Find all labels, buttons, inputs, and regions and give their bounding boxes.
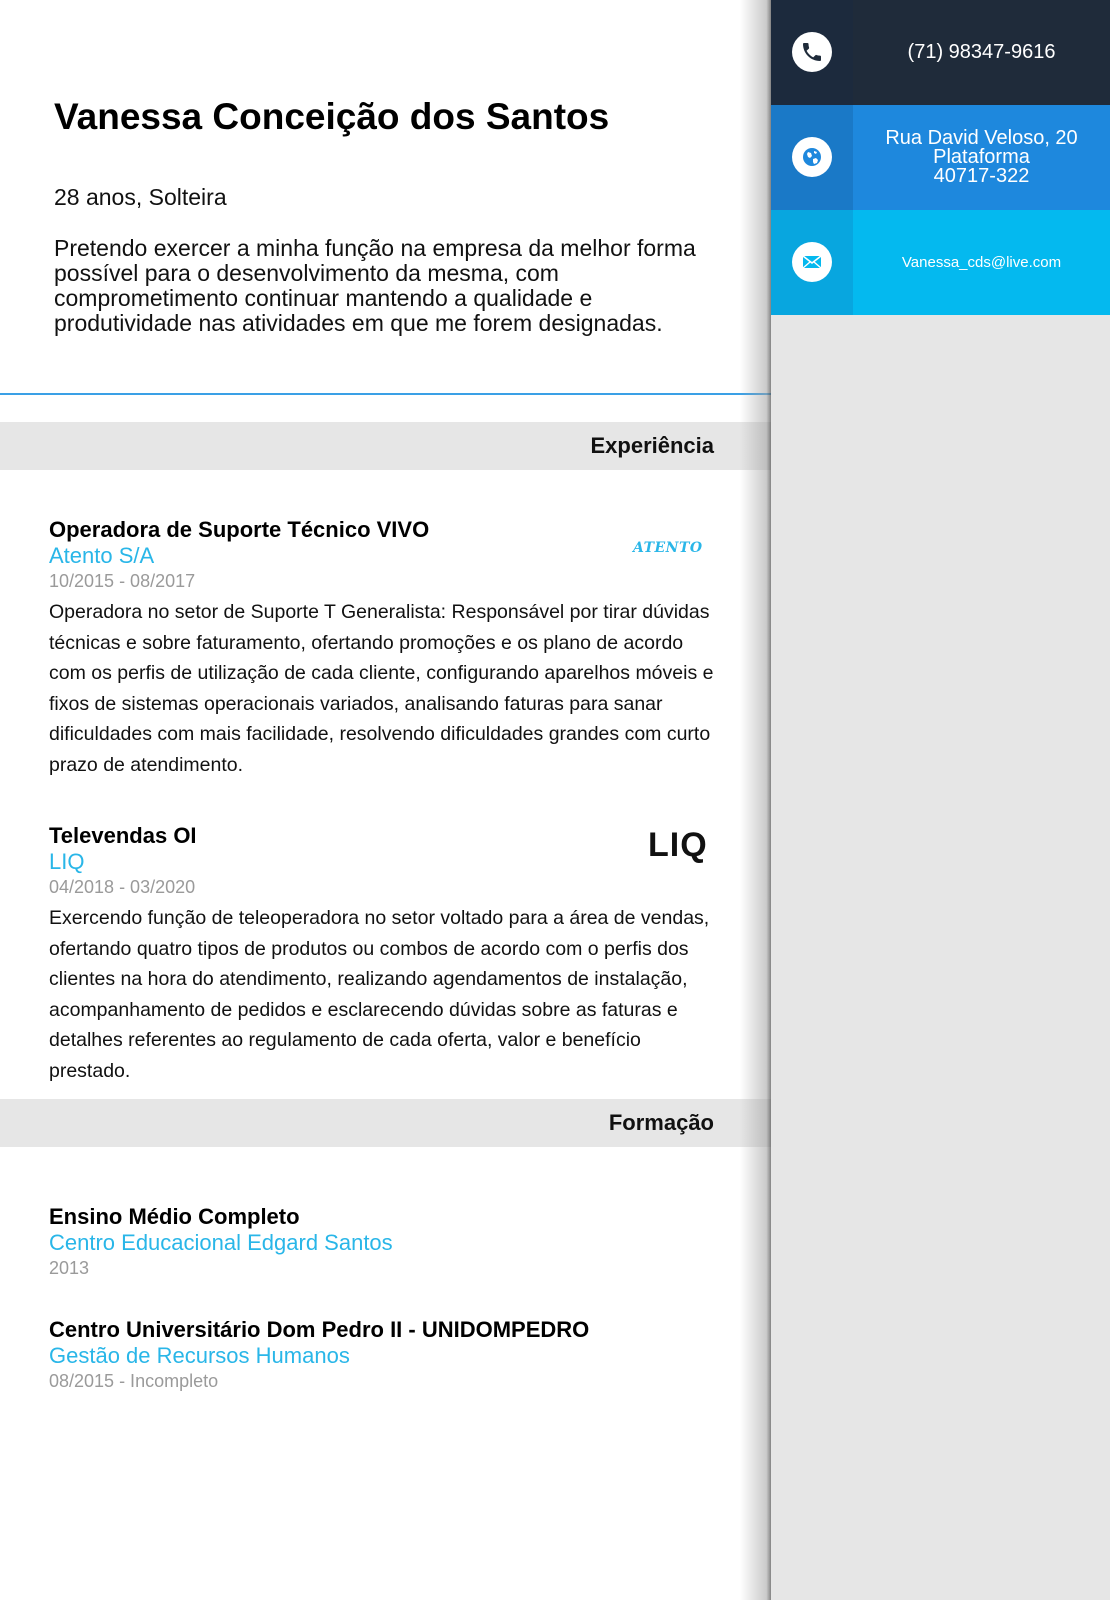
institution-name: Centro Educacional Edgard Santos: [49, 1230, 393, 1255]
institution-name: Gestão de Recursos Humanos: [49, 1343, 350, 1368]
address-district: Plataforma: [933, 146, 1030, 168]
job-description: Exercendo função de teleoperadora no setor voltado para a área de vendas, ofertando quatro tipos de produtos ou combos de acordo com o perfis dos clientes na hora do atendimento, realizando agendamentos de instalação, acompanhamento de pedidos e esclarecendo dúvidas sobre as faturas e detalhes referentes ao regulamento de cada oferta, valor e benefício prestado.: [49, 907, 710, 1082]
address-postcode: 40717-322: [933, 165, 1030, 187]
education-period: 08/2015 - Incompleto: [49, 1371, 219, 1391]
job-role: Operadora de Suporte Técnico VIVO: [49, 517, 430, 542]
phone-number[interactable]: (71) 98347-9616: [853, 0, 1110, 105]
education-section-title: Formação: [0, 1099, 771, 1147]
address-text: [853, 105, 1110, 210]
objective-text: Pretendo exercer a minha função na empresa da melhor forma possível para o desenvolvimento da mesma, com comprometimento continuar mantendo a qualidade e produtividade nas atividades em que me forem designadas.: [54, 235, 696, 336]
company-name: Atento S/A: [49, 543, 155, 568]
education-entry: [49, 1317, 719, 1393]
education-period: 2013: [49, 1258, 90, 1278]
contact-address: [771, 105, 1110, 210]
column-shadow: [740, 0, 771, 1600]
education-entry: [49, 1204, 719, 1280]
globe-icon: [792, 137, 832, 177]
candidate-name: Vanessa Conceição dos Santos: [54, 96, 610, 137]
contact-email: [771, 210, 1110, 315]
experience-entry: [49, 517, 719, 780]
header-divider: [0, 393, 771, 395]
address-street: Rua David Veloso, 20: [885, 127, 1078, 149]
degree-title: Centro Universitário Dom Pedro II - UNIDOMPEDRO: [49, 1317, 590, 1342]
experience-section-title: Experiência: [0, 422, 771, 470]
phone-icon: [792, 32, 832, 72]
job-period: 04/2018 - 03/2020: [49, 877, 196, 897]
age-marital-status: 28 anos, Solteira: [54, 184, 227, 210]
job-description: Operadora no setor de Suporte T Generalista: Responsável por tirar dúvidas técnicas e sobre faturamento, ofertando promoções e os plano de acordo com os perfis de utilização de cada cliente, configurando aparelhos móveis e fixos de sistemas operacionais variados, analisando faturas para sanar dificuldades com mais facilidade, resolvendo dificuldades grandes com curto prazo de atendimento.: [49, 601, 714, 776]
degree-title: Ensino Médio Completo: [49, 1204, 300, 1229]
job-role: Televendas OI: [49, 823, 197, 848]
atento-logo: ATENTO: [633, 540, 703, 556]
liq-logo: LIQ: [648, 826, 708, 864]
contact-phone: [771, 0, 1110, 105]
mail-icon: [792, 242, 832, 282]
email-address[interactable]: Vanessa_cds@live.com: [853, 210, 1110, 315]
job-period: 10/2015 - 08/2017: [49, 571, 196, 591]
company-name: LIQ: [49, 849, 85, 874]
contact-sidebar: [771, 0, 1110, 1600]
experience-entry: [49, 823, 719, 1086]
